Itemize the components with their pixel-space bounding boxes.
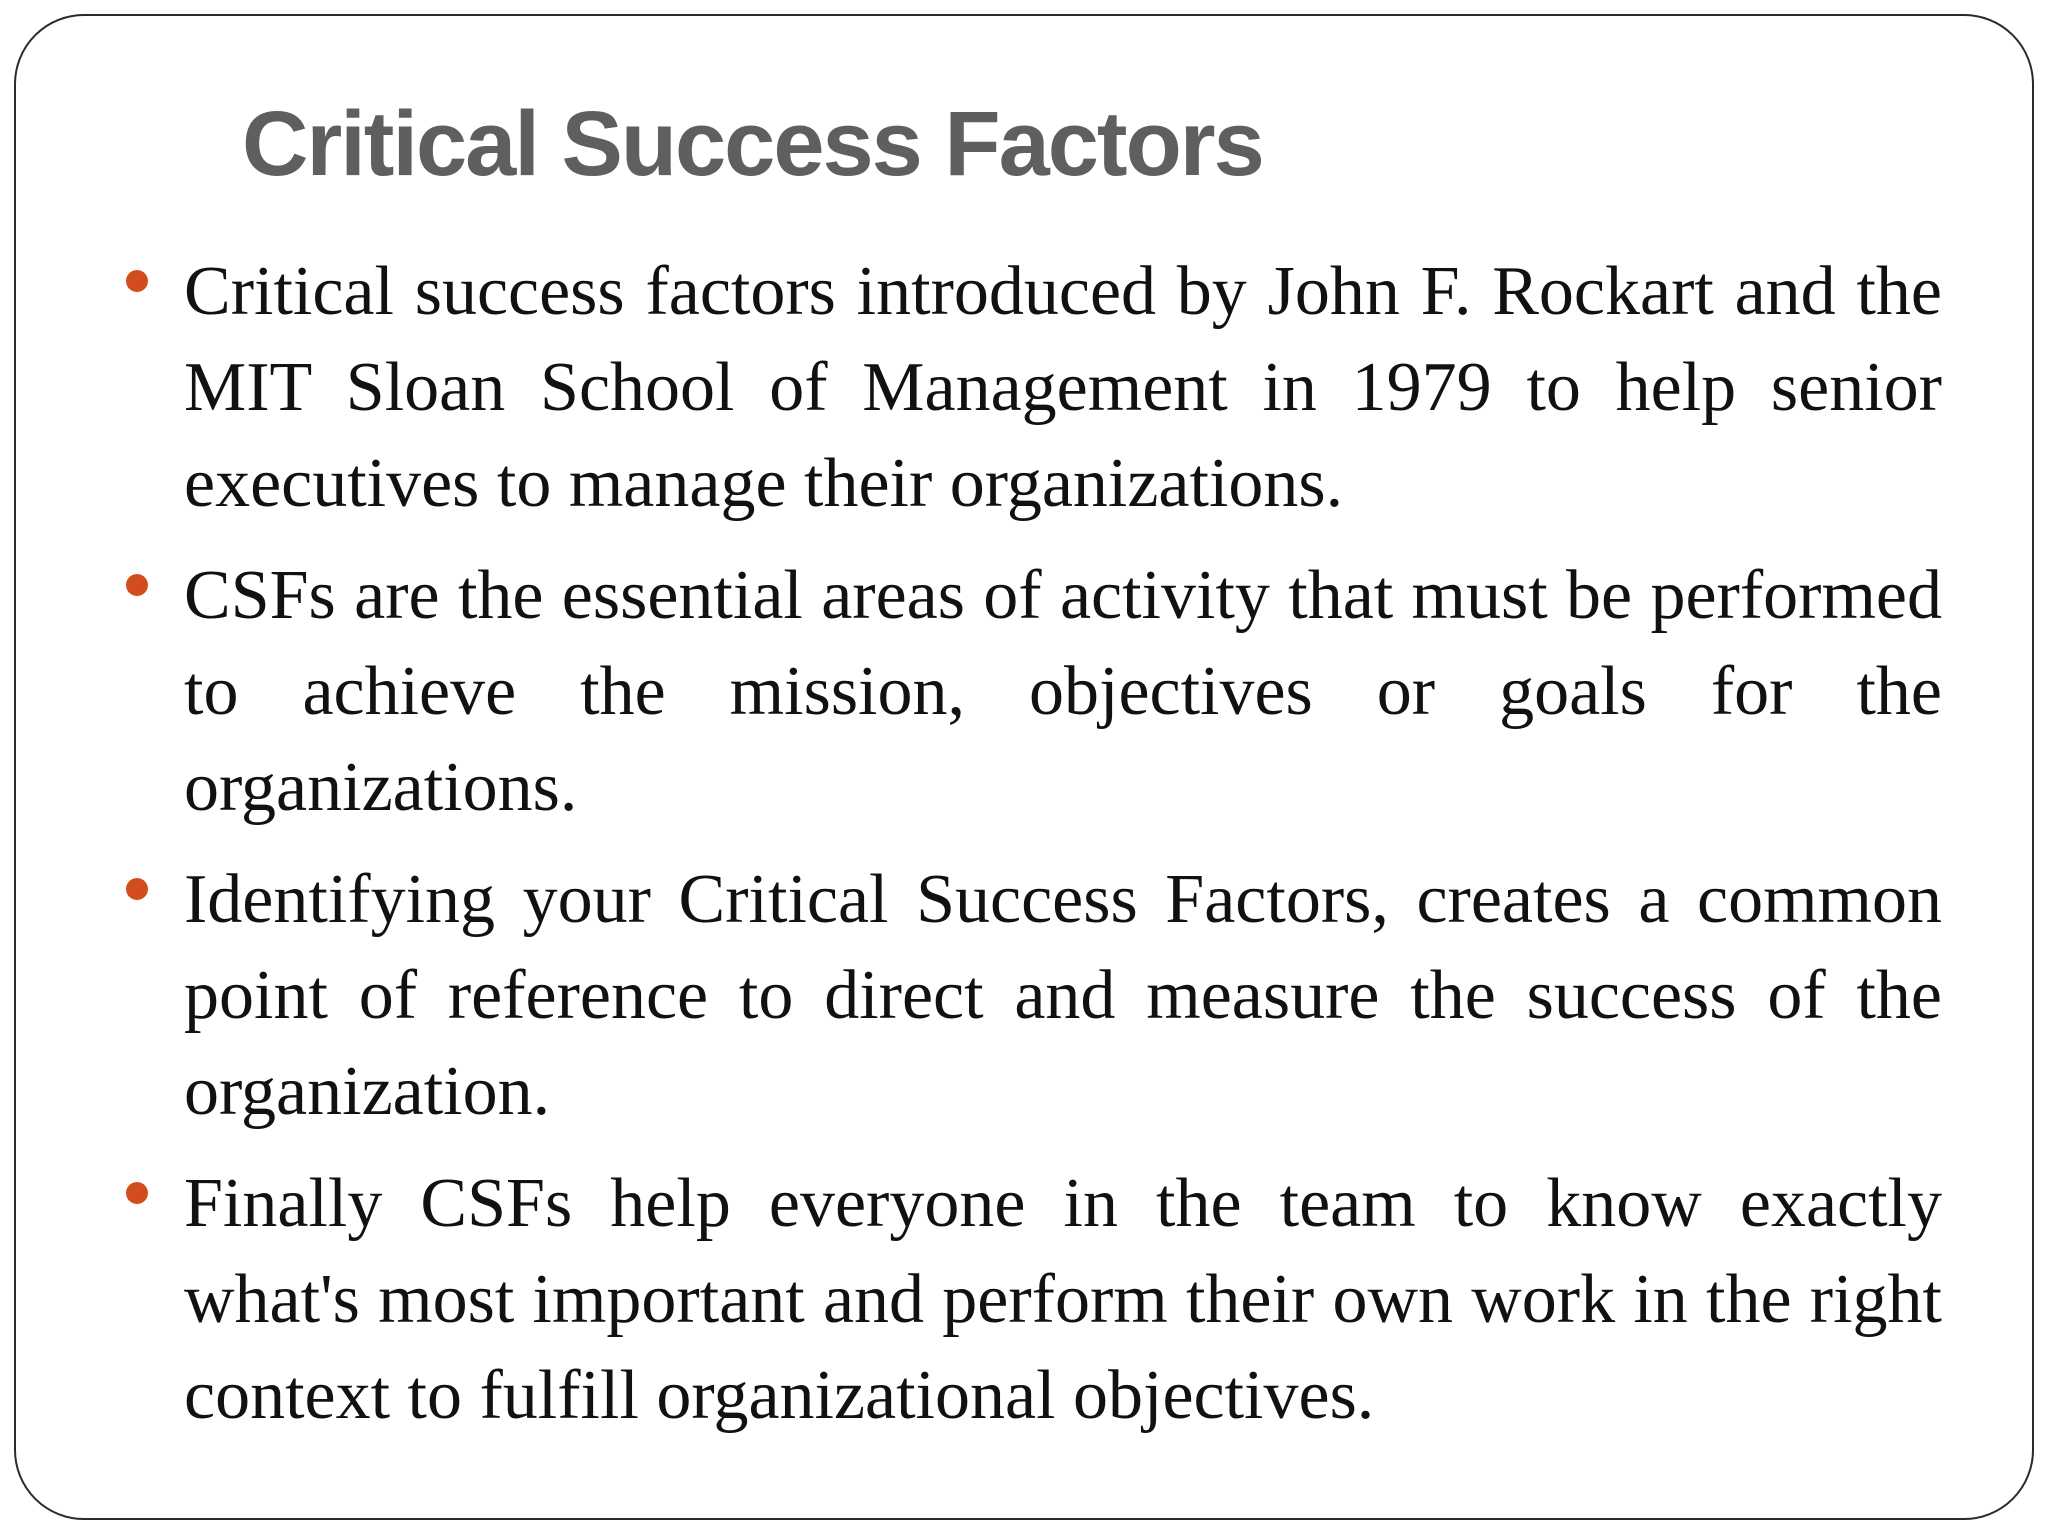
bullet-icon xyxy=(126,878,148,900)
bullet-item xyxy=(184,548,1942,836)
bullet-text: Finally CSFs help everyone in the team to know exactly what's most important and perform their own work in the right context to fulfill organizational objectives. xyxy=(184,1165,1942,1434)
bullet-text: Identifying your Critical Success Factors, creates a common point of reference to direct and measure the success of the organization. xyxy=(184,861,1942,1130)
bullet-icon xyxy=(126,270,148,292)
bullet-icon xyxy=(126,1182,148,1204)
bullet-text: Critical success factors introduced by John F. Rockart and the MIT Sloan School of Management in 1979 to help senior executives to manage their organizations. xyxy=(184,253,1942,522)
bullet-text: CSFs are the essential areas of activity that must be performed to achieve the mission, objectives or goals for the organizations. xyxy=(184,557,1942,826)
bullet-icon xyxy=(126,574,148,596)
bullet-list xyxy=(184,244,1942,1460)
bullet-item xyxy=(184,852,1942,1140)
bullet-item xyxy=(184,1156,1942,1444)
bullet-item xyxy=(184,244,1942,532)
slide-title: Critical Success Factors xyxy=(242,93,1263,195)
slide-frame xyxy=(14,14,2034,1520)
